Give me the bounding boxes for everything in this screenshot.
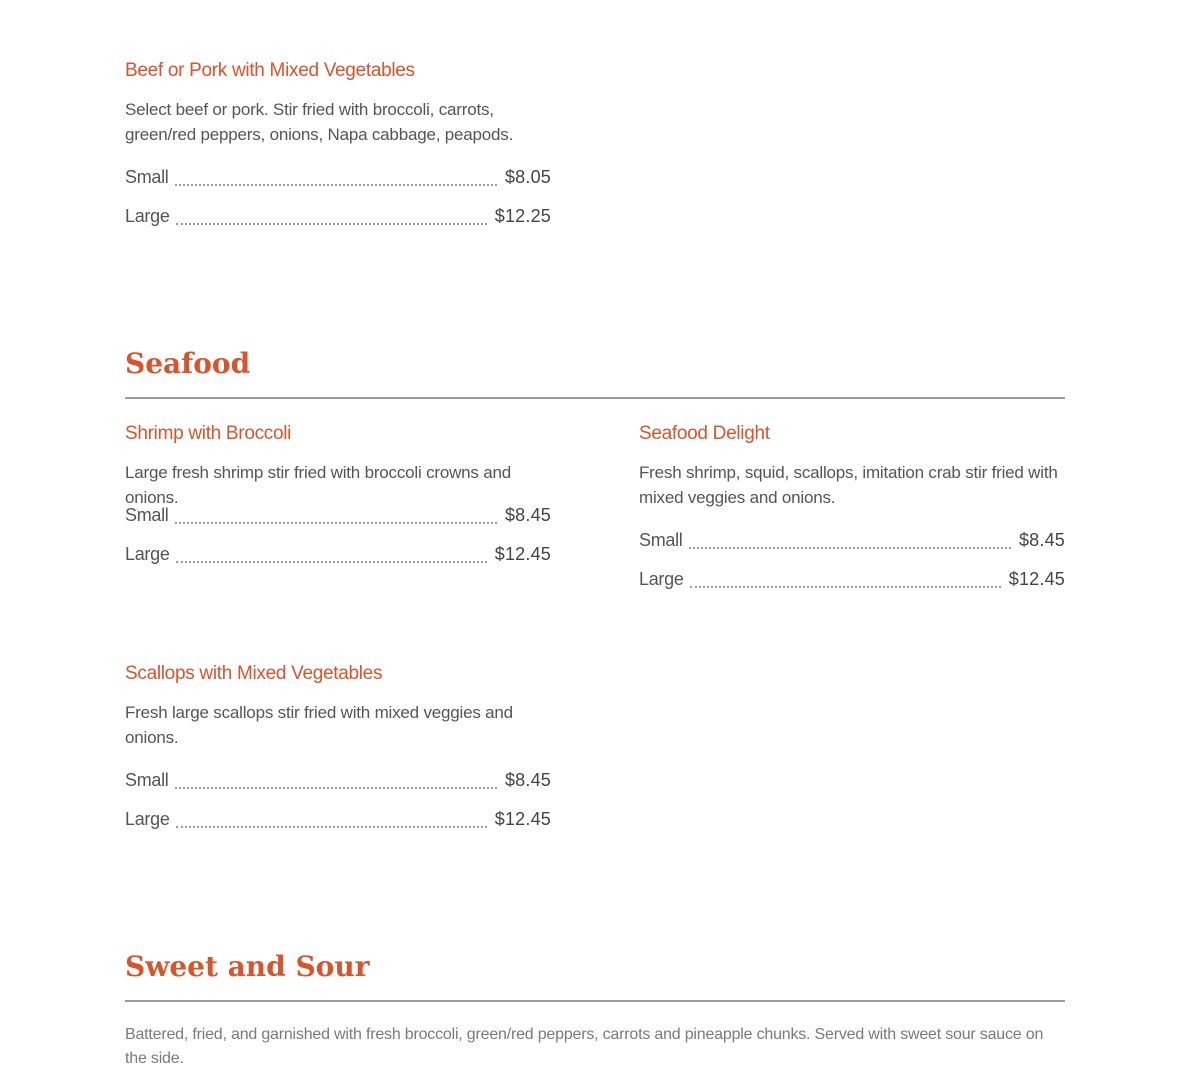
dot-leader xyxy=(175,522,497,524)
item-description: Select beef or pork. Stir fried with broccoli, carrots, green/red peppers, onions, Napa cabbage, peapods. xyxy=(125,100,514,144)
price-row-small xyxy=(125,165,551,189)
dot-leader xyxy=(690,586,1001,588)
item-name: Scallops with Mixed Vegetables xyxy=(125,663,383,684)
price-row-small xyxy=(125,768,551,792)
section-title: Seafood xyxy=(125,347,251,380)
dot-leader xyxy=(689,547,1011,549)
item-description: Fresh shrimp, squid, scallops, imitation crab stir fried with mixed veggies and onions. xyxy=(639,463,1058,507)
price-value: $8.45 xyxy=(504,770,551,790)
price-value: $8.45 xyxy=(1018,530,1065,550)
section-title: Sweet and Sour xyxy=(125,950,370,983)
item-name: Beef or Pork with Mixed Vegetables xyxy=(125,60,415,81)
price-row-large xyxy=(125,807,551,831)
size-label: Small xyxy=(125,770,169,790)
dot-leader xyxy=(176,561,487,563)
price-row-large xyxy=(125,542,551,566)
size-label: Large xyxy=(125,544,170,564)
item-description: Fresh large scallops stir fried with mixed veggies and onions. xyxy=(125,703,513,747)
size-label: Small xyxy=(125,505,169,525)
section-description: Battered, fried, and garnished with fresh broccoli, green/red peppers, carrots and pineapple chunks. Served with sweet sour sauce on the side. xyxy=(125,1026,1044,1067)
dot-leader xyxy=(175,184,497,186)
size-label: Large xyxy=(125,206,170,226)
price-row-large xyxy=(639,567,1065,591)
price-value: $12.45 xyxy=(494,544,551,564)
dot-leader xyxy=(176,826,487,828)
dot-leader xyxy=(175,787,497,789)
item-description: Large fresh shrimp stir fried with broccoli crowns and onions. xyxy=(125,463,512,507)
price-value: $12.45 xyxy=(494,809,551,829)
size-label: Small xyxy=(639,530,683,550)
section-divider xyxy=(125,397,1065,399)
price-row-large xyxy=(125,204,551,228)
price-value: $12.25 xyxy=(494,206,551,226)
price-row-small xyxy=(639,528,1065,552)
size-label: Large xyxy=(639,569,684,589)
size-label: Small xyxy=(125,167,169,187)
section-divider xyxy=(125,1000,1065,1002)
size-label: Large xyxy=(125,809,170,829)
price-value: $12.45 xyxy=(1008,569,1065,589)
item-name: Shrimp with Broccoli xyxy=(125,423,292,444)
item-name: Seafood Delight xyxy=(639,423,770,444)
price-value: $8.45 xyxy=(504,505,551,525)
price-row-small xyxy=(125,503,551,527)
price-value: $8.05 xyxy=(504,167,551,187)
dot-leader xyxy=(176,223,487,225)
